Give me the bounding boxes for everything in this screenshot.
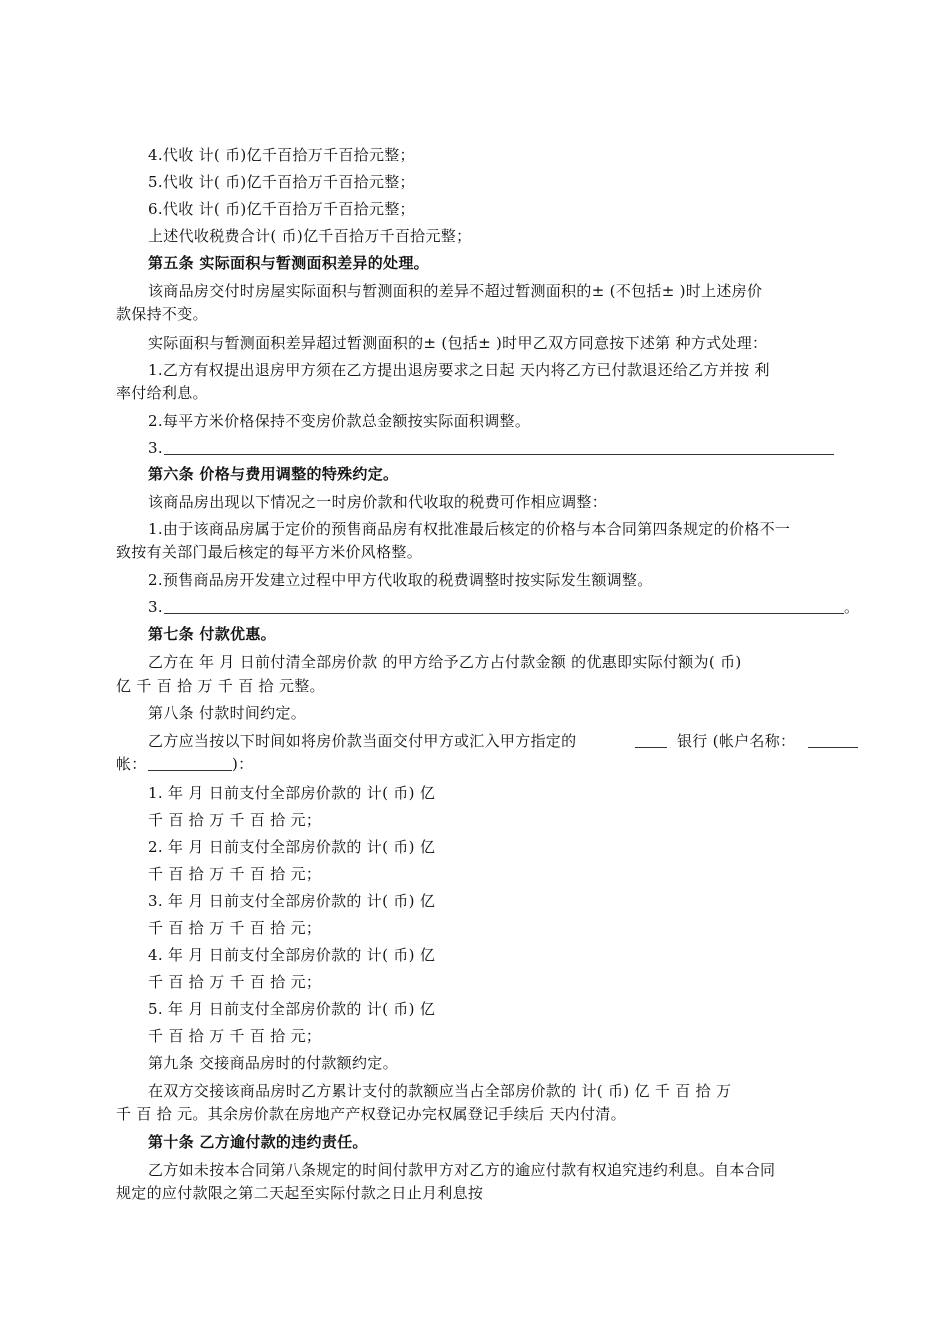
article-5-heading: 第五条 实际面积与暂测面积差异的处理。 — [148, 254, 429, 272]
article-8-account: 帐： — [116, 755, 147, 773]
payment-1: 1. 年 月 日前支付全部房价款的 计( 币) 亿 — [148, 784, 436, 802]
article-6-heading: 第六条 价格与费用调整的特殊约定。 — [148, 465, 399, 483]
blank-line — [164, 454, 834, 455]
article-10-heading: 第十条 乙方逾付款的违约责任。 — [148, 1133, 368, 1151]
article-5-para-1: 该商品房交付时房屋实际面积与暂测面积的差异不超过暂测面积的± (不包括± )时上述房价 — [148, 282, 763, 300]
fee-line-5: 5.代收 计( 币)亿千百拾万千百拾元整； — [148, 173, 415, 191]
payment-3: 3. 年 月 日前支付全部房价款的 计( 币) 亿 — [148, 892, 436, 910]
blank-line — [164, 613, 844, 614]
article-7-para-cont: 亿 千 百 拾 万 千 百 拾 元整。 — [116, 677, 325, 695]
article-8-heading: 第八条 付款时间约定。 — [148, 704, 307, 722]
article-5-item-1-cont: 率付给利息。 — [116, 384, 208, 402]
article-10-para-cont: 规定的应付款限之第二天起至实际付款之日止月利息按 — [116, 1184, 484, 1202]
blank-account-name — [808, 747, 858, 748]
payment-5: 5. 年 月 日前支付全部房价款的 计( 币) 亿 — [148, 1000, 436, 1018]
article-6-item-2: 2.预售商品房开发建立过程中甲方代收取的税费调整时按实际发生额调整。 — [148, 571, 653, 589]
article-5-para-2: 实际面积与暂测面积差异超过暂测面积的± (包括± )时甲乙双方同意按下述第 种方式处理： — [148, 334, 768, 352]
fee-line-6: 6.代收 计( 币)亿千百拾万千百拾元整； — [148, 200, 415, 218]
article-8-bank: 银行 (帐户名称： — [677, 732, 796, 750]
payment-2-cont: 千 百 拾 万 千 百 拾 元； — [148, 865, 322, 883]
article-8-account-end: )： — [232, 755, 254, 773]
article-6-item-3: 3. — [148, 598, 163, 616]
payment-4-cont: 千 百 拾 万 千 百 拾 元； — [148, 973, 322, 991]
article-9-heading: 第九条 交接商品房时的付款额约定。 — [148, 1054, 398, 1072]
article-5-item-2: 2.每平方米价格保持不变房价款总金额按实际面积调整。 — [148, 412, 531, 430]
article-9-para: 在双方交接该商品房时乙方累计支付的款额应当占全部房价款的 计( 币) 亿 千 百 拾 万 — [148, 1082, 732, 1100]
article-5-item-3: 3. — [148, 439, 163, 457]
article-10-para: 乙方如未按本合同第八条规定的时间付款甲方对乙方的逾应付款有权追究违约利息。自本合同 — [148, 1161, 776, 1179]
fee-total-line: 上述代收税费合计( 币)亿千百拾万千百拾元整； — [148, 227, 472, 245]
payment-2: 2. 年 月 日前支付全部房价款的 计( 币) 亿 — [148, 838, 436, 856]
payment-4: 4. 年 月 日前支付全部房价款的 计( 币) 亿 — [148, 946, 436, 964]
article-6-item-1-cont: 致按有关部门最后核定的每平方米价风格整。 — [116, 543, 423, 561]
article-6-intro: 该商品房出现以下情况之一时房价款和代收取的税费可作相应调整： — [148, 493, 608, 511]
blank-bank — [635, 747, 667, 748]
article-7-para: 乙方在 年 月 日前付清全部房价款 的甲方给予乙方占付款金额 的优惠即实际付额为( 币) — [148, 653, 742, 671]
article-5-item-1: 1.乙方有权提出退房甲方须在乙方提出退房要求之日起 天内将乙方已付款退还给乙方并按 利 — [148, 361, 770, 379]
period-mark: 。 — [844, 598, 860, 616]
blank-account-no — [148, 770, 232, 771]
article-6-item-1: 1.由于该商品房属于定价的预售商品房有权批准最后核定的价格与本合同第四条规定的价格不一 — [148, 520, 791, 538]
article-8-para: 乙方应当按以下时间如将房价款当面交付甲方或汇入甲方指定的 — [148, 732, 577, 750]
article-7-heading: 第七条 付款优惠。 — [148, 625, 276, 643]
fee-line-4: 4.代收 计( 币)亿千百拾万千百拾元整； — [148, 146, 415, 164]
payment-1-cont: 千 百 拾 万 千 百 拾 元； — [148, 811, 322, 829]
payment-3-cont: 千 百 拾 万 千 百 拾 元； — [148, 919, 322, 937]
payment-5-cont: 千 百 拾 万 千 百 拾 元； — [148, 1027, 322, 1045]
article-9-para-cont: 千 百 拾 元。其余房价款在房地产产权登记办完权属登记手续后 天内付清。 — [116, 1105, 626, 1123]
article-5-para-1-cont: 款保持不变。 — [116, 305, 208, 323]
